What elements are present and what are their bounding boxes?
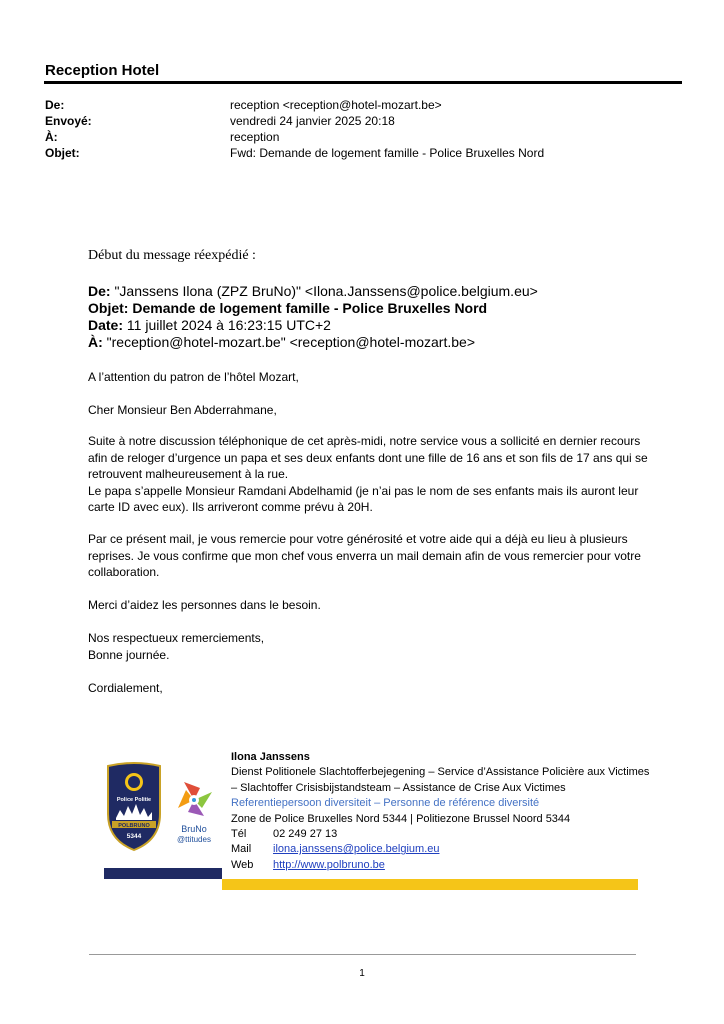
footer-divider bbox=[89, 954, 636, 955]
body-paragraph bbox=[88, 531, 648, 581]
header-label: Envoyé: bbox=[45, 114, 92, 128]
signature-bar-navy bbox=[104, 868, 222, 879]
header-value: Fwd: Demande de logement famille - Police Bruxelles Nord bbox=[230, 146, 545, 160]
body-request-details: Le papa s’appelle Monsieur Ramdani Abdelhamid (je n’ai pas le nom de ses enfants mais ils auront leur carte ID avec eux). Ils arriveront comme prévu à 20H. bbox=[88, 483, 639, 514]
mail-link[interactable]: ilona.janssens@police.belgium.eu bbox=[273, 843, 440, 856]
header-row-to bbox=[45, 130, 665, 146]
signature-phone bbox=[231, 827, 651, 842]
forward-from bbox=[88, 283, 538, 299]
header-row-from bbox=[45, 98, 665, 114]
web-label: Web bbox=[231, 858, 254, 871]
forward-date bbox=[88, 317, 331, 333]
header-value: reception <reception@hotel-mozart.be> bbox=[230, 98, 442, 112]
forward-subject-label: Objet: bbox=[88, 300, 129, 316]
body-greeting-attention: A l’attention du patron de l’hôtel Mozart, bbox=[88, 370, 299, 384]
forward-date-label: Date: bbox=[88, 317, 124, 333]
body-closing-thanks: Nos respectueux remerciements, bbox=[88, 631, 265, 645]
title-divider bbox=[44, 81, 682, 84]
police-logo-text: POLBRUNO bbox=[118, 823, 150, 829]
bruno-attitudes-logo bbox=[177, 782, 212, 844]
police-logo-text: 5344 bbox=[126, 833, 142, 840]
header-label: De: bbox=[45, 98, 65, 112]
body-request: Suite à notre discussion téléphonique de cet après-midi, notre service vous a sollicité en dernier recours afin de reloger d’urgence un papa et ses deux enfants dont une fille de 16 ans et son fils de 17 ans qui se retrouvent malheureusement à la rue. bbox=[88, 434, 648, 481]
forward-to-label: À: bbox=[88, 334, 103, 350]
forward-subject bbox=[88, 300, 487, 316]
header-row-sent bbox=[45, 114, 665, 130]
forward-from-label: De: bbox=[88, 283, 111, 299]
signature-logos bbox=[104, 760, 222, 852]
header-label: Objet: bbox=[45, 146, 80, 160]
phone-label: Tél bbox=[231, 828, 247, 841]
header-label: À: bbox=[45, 130, 58, 144]
signature-diversity: Referentiepersoon diversiteit – Personne de référence diversité bbox=[231, 797, 540, 810]
signature-block bbox=[231, 750, 651, 873]
forward-date-value: 11 juillet 2024 à 16:23:15 UTC+2 bbox=[126, 317, 331, 333]
bruno-logo-text: @ttitudes bbox=[177, 835, 211, 844]
mail-label: Mail bbox=[231, 843, 252, 856]
police-logo-text: Police Politie bbox=[116, 797, 152, 803]
forward-subject-value: Demande de logement famille - Police Bruxelles Nord bbox=[132, 300, 488, 316]
page-number: 1 bbox=[359, 968, 365, 979]
signature-service: Dienst Politionele Slachtofferbejegening – Service d’Assistance Policière aux Victimes – Slachtoffer Crisisbijstandsteam – Assistance de Crise Aux Victimes bbox=[231, 766, 650, 794]
body-paragraph bbox=[88, 680, 648, 697]
forward-intro: Début du message réexpédié : bbox=[88, 248, 256, 263]
body-paragraph bbox=[88, 597, 648, 614]
forward-to bbox=[88, 334, 475, 350]
body-thanks: Par ce présent mail, je vous remercie pour votre générosité et votre aide qui a déjà eu lieu à plusieurs reprises. Je vous confirme que mon chef vous enverra un mail demain afin de vous remercier pour votre collaboration. bbox=[88, 532, 641, 579]
body-sign-off: Cordialement, bbox=[88, 681, 163, 695]
signature-zone: Zone de Police Bruxelles Nord 5344 | Politiezone Brussel Noord 5344 bbox=[231, 812, 571, 825]
forward-to-value: "reception@hotel-mozart.be" <reception@hotel-mozart.be> bbox=[106, 334, 475, 350]
body-paragraph bbox=[88, 402, 648, 419]
body-paragraph bbox=[88, 630, 648, 663]
police-badge-logo bbox=[108, 763, 160, 850]
bruno-logo-text: BruNo bbox=[181, 824, 207, 834]
web-link[interactable]: http://www.polbruno.be bbox=[273, 858, 385, 871]
header-value: reception bbox=[230, 130, 280, 144]
body-paragraph bbox=[88, 433, 648, 516]
body-merci: Merci d’aidez les personnes dans le besoin. bbox=[88, 598, 321, 612]
header-row-subject bbox=[45, 146, 665, 162]
signature-bar-yellow bbox=[222, 879, 638, 890]
body-paragraph bbox=[88, 369, 648, 386]
document-title: Reception Hotel bbox=[45, 62, 160, 79]
header-value: vendredi 24 janvier 2025 20:18 bbox=[230, 114, 395, 128]
signature-web bbox=[231, 858, 651, 873]
body-salutation: Cher Monsieur Ben Abderrahmane, bbox=[88, 403, 277, 417]
forward-from-value: "Janssens Ilona (ZPZ BruNo)" <Ilona.Janssens@police.belgium.eu> bbox=[114, 283, 538, 299]
phone-value: 02 249 27 13 bbox=[273, 828, 338, 841]
signature-mail bbox=[231, 842, 651, 857]
signature-name: Ilona Janssens bbox=[231, 751, 310, 763]
body-closing-day: Bonne journée. bbox=[88, 647, 170, 662]
